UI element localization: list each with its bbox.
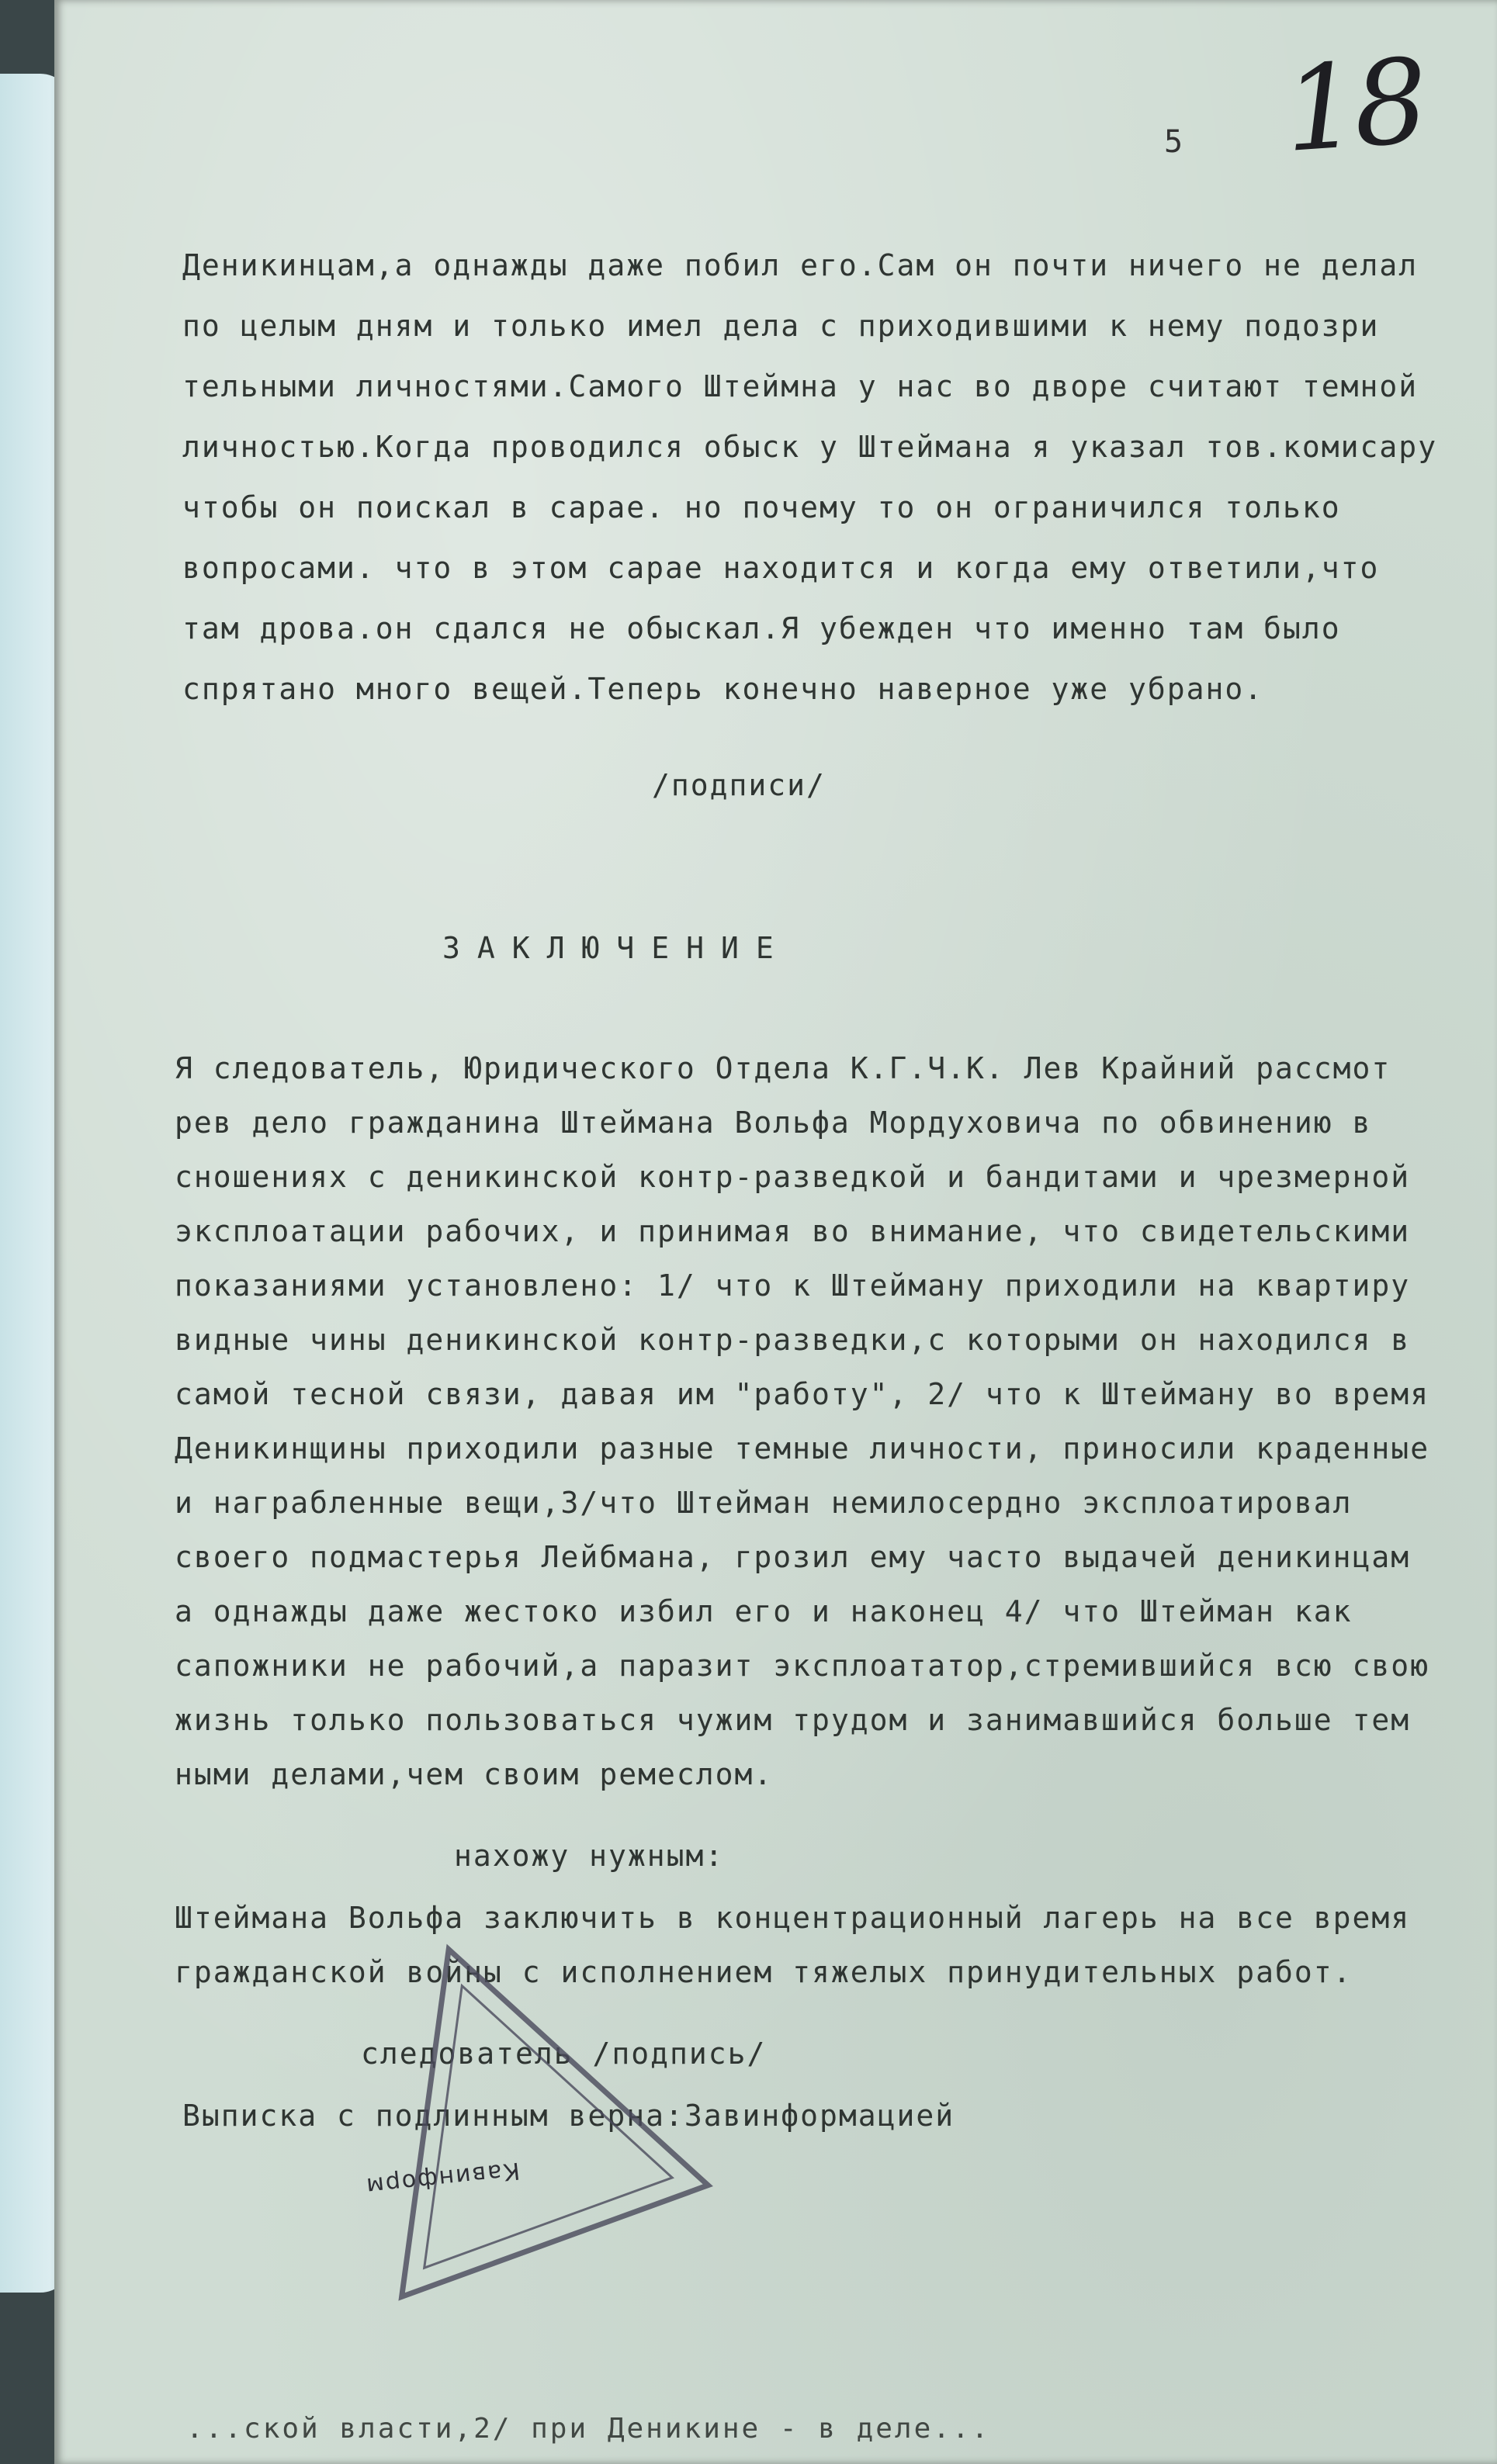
stamp-inscription: Кавинформ xyxy=(363,2156,522,2200)
text-line: рев дело гражданина Штеймана Вольфа Мордуховича по обвинению в xyxy=(175,1106,1372,1140)
archive-folio-number: 18 xyxy=(1280,33,1428,179)
extract-certification-line: Выписка с подлинным верна:Завинформацией xyxy=(182,2099,955,2133)
text-line: личностью.Когда проводился обыск у Штеймана я указал тов.комисару xyxy=(182,430,1438,464)
text-line: эксплоатации рабочих, и принимая во внимание, что свидетельскими xyxy=(175,1214,1411,1248)
text-line: сапожники не рабочий,а паразит эксплоататор,стремившийся всю свою xyxy=(175,1649,1430,1683)
text-line: Деникинцам,а однажды даже побил его.Сам он почти ничего не делал xyxy=(182,248,1419,282)
text-line: своего подмастерья Лейбмана, грозил ему часто выдачей деникинцам xyxy=(175,1540,1411,1574)
text-line: спрятано много вещей.Теперь конечно наверное уже убрано. xyxy=(182,672,1264,706)
text-line: самой тесной связи, давая им "работу", 2/ что к Штейману во время xyxy=(175,1377,1430,1411)
text-line: тельными личностями.Самого Штеймна у нас во дворе считают темной xyxy=(182,369,1419,403)
text-line: там дрова.он сдался не обыскал.Я убежден что именно там было xyxy=(182,611,1341,645)
text-line: а однажды даже жестоко избил его и наконец 4/ что Штейман как xyxy=(175,1594,1353,1628)
text-line: Штеймана Вольфа заключить в концентрационный лагерь на все время xyxy=(175,1901,1411,1935)
resolution-intro: нахожу нужным: xyxy=(454,1839,725,1873)
investigator-signature-line: следователь /подпись/ xyxy=(361,2037,767,2071)
text-line: Деникинщины приходили разные темные личности, приносили краденные xyxy=(175,1431,1430,1466)
text-line: по целым дням и только имел дела с приходившими к нему подозри xyxy=(182,309,1380,343)
text-line: вопросами. что в этом сарае находится и когда ему ответили,что xyxy=(182,551,1380,585)
signatures-line: /подписи/ xyxy=(652,768,826,802)
text-line: жизнь только пользоваться чужим трудом и занимавшийся больше тем xyxy=(175,1703,1411,1737)
text-line: показаниями установлено: 1/ что к Штейману приходили на квартиру xyxy=(175,1268,1411,1303)
text-line: видные чины деникинской контр-разведки,с которыми он находился в xyxy=(175,1323,1411,1357)
text-line: ными делами,чем своим ремеслом. xyxy=(175,1757,774,1791)
next-page-fragment: ...ской власти,2/ при Деникине - в деле... xyxy=(186,2413,991,2445)
text-line: гражданской войны с исполнением тяжелых принудительных работ. xyxy=(175,1955,1353,1989)
text-line: Я следователь, Юридического Отдела К.Г.Ч.К. Лев Крайний рассмот xyxy=(175,1051,1391,1085)
conclusion-heading: ЗАКЛЮЧЕНИЕ xyxy=(442,931,791,965)
text-line: чтобы он поискал в сарае. но почему то он ограничился только xyxy=(182,490,1341,524)
page-number: 5 xyxy=(1164,124,1183,160)
text-line: и награбленные вещи,3/что Штейман немилосердно эксплоатировал xyxy=(175,1486,1353,1520)
text-line: сношениях с деникинской контр-разведкой и бандитами и чрезмерной xyxy=(175,1160,1411,1194)
